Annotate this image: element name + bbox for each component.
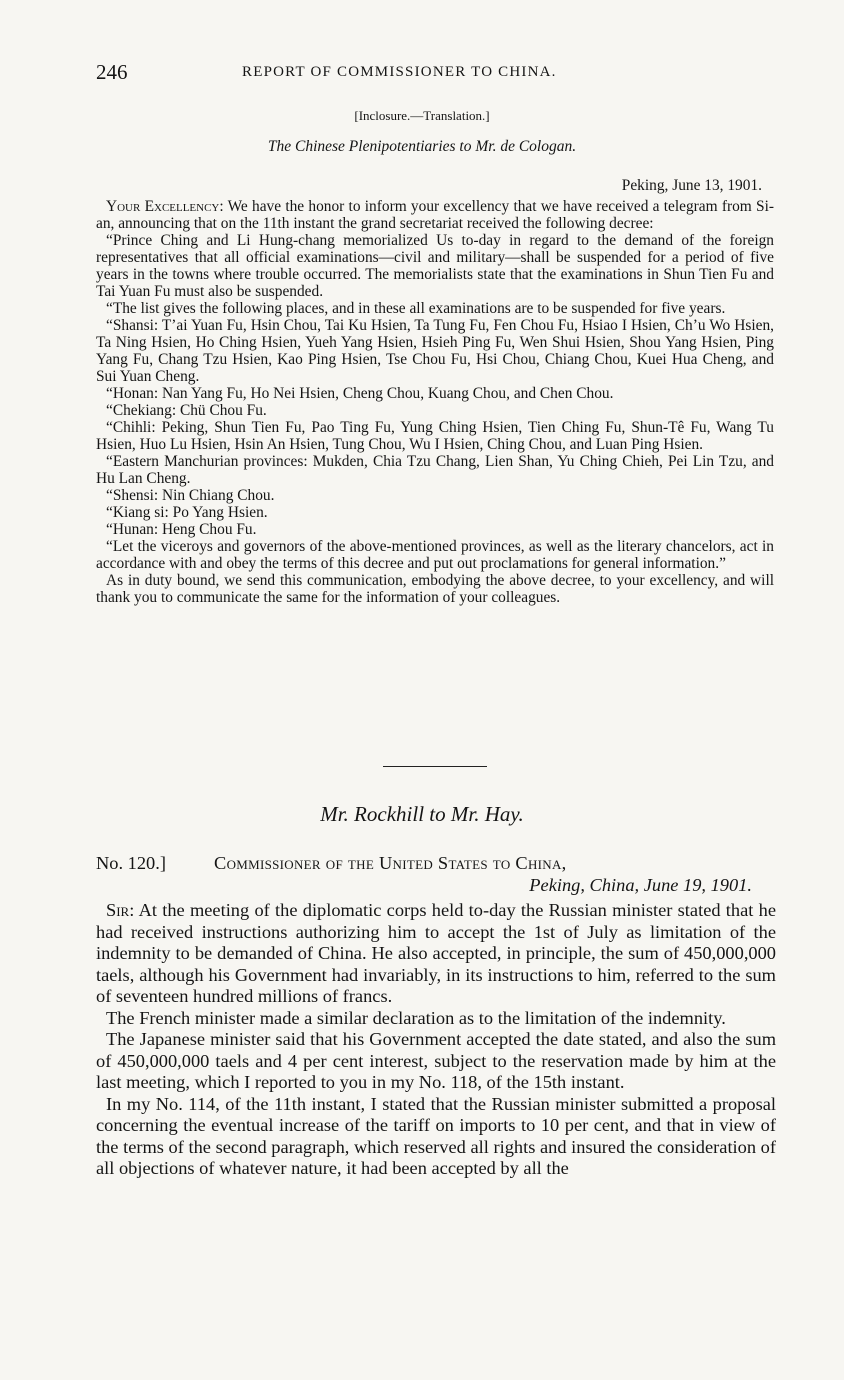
enclosure-paragraph: “Shensi: Nin Chiang Chou. (106, 487, 275, 504)
dispatch-body (96, 900, 776, 1180)
enclosure-paragraph (96, 198, 774, 232)
dispatch-salutation: Sir: (106, 900, 135, 920)
dispatch-paragraph-text: At the meeting of the diplomatic corps held to-day the Russian minister stated that he had received instructions authorizing him to accept the 1st of July as limitation of the indemnity to be demanded of China. He also accepted, in principle, the sum of 450,000,000 taels, although his Government had invariably, in its instructions to him, referred to the sum of seventeen hundred millions of francs. (96, 900, 776, 1006)
enclosure-paragraph: As in duty bound, we send this communication, embodying the above decree, to your excellency, and will thank you to communicate the same for the information of your colleagues. (96, 572, 774, 606)
enclosure-paragraph: “Eastern Manchurian provinces: Mukden, Chia Tzu Chang, Lien Shan, Yu Ching Chieh, Pei Lin Tzu, and Hu Lan Cheng. (96, 453, 774, 487)
enclosure-paragraph: “Prince Ching and Li Hung-chang memorialized Us to-day in regard to the demand of the foreign representatives that all official examinations—civil and military—shall be suspended for a period of five years in the towns where trouble occurred. The memorialists state that the examinations in Shun Tien Fu and Tai Yuan Fu must also be suspended. (96, 232, 774, 300)
enclosure-paragraph: “Let the viceroys and governors of the above-mentioned provinces, as well as the literary chancelors, act in accordance with and obey the terms of this decree and put out proclamations for general information.” (96, 538, 774, 572)
enclosure-paragraph-text: We have the honor to inform your excellency that we have received a telegram from Si-an, announcing that on the 11th instant the grand secretariat received the following decree: (96, 198, 774, 232)
enclosure-paragraph: “Hunan: Heng Chou Fu. (106, 521, 257, 538)
enclosure-paragraph: “Kiang si: Po Yang Hsien. (106, 504, 268, 521)
enclosure-paragraph: “Chekiang: Chü Chou Fu. (106, 402, 267, 419)
enclosure-salutation: Your Excellency: (106, 198, 224, 215)
dispatch-paragraph: The Japanese minister said that his Government accepted the date stated, and also the sum of 450,000,000 taels and 4 per cent interest, subject to the reservation made by him at the last meeting, which I reported to you in my No. 118, of the 15th instant. (96, 1029, 776, 1092)
enclosure-paragraph: “Shansi: T’ai Yuan Fu, Hsin Chou, Tai Ku Hsien, Ta Tung Fu, Fen Chou Fu, Hsiao I Hsien, Ch’u Wo Hsien, Ta Ning Hsien, Ho Ching Hsien, Yueh Yang Hsien, Hsieh Ping Fu, Wen Shui Hsien, Shou Yang Hsien, Ping Yang Fu, Chang Tzu Hsien, Kao Ping Hsien, Tse Chou Fu, Hsi Chou, Chiang Chou, Kuei Hua Cheng, and Sui Yuan Cheng. (96, 317, 774, 385)
dispatch-paragraph: In my No. 114, of the 11th instant, I stated that the Russian minister submitted a proposal concerning the eventual increase of the tariff on imports to 10 per cent, and that in view of the terms of the second paragraph, which reserved all rights and insured the consideration of all objections of whatever nature, it had been accepted by all the (96, 1093, 776, 1178)
section-divider (383, 766, 487, 767)
running-head (96, 60, 776, 90)
enclosure-paragraph: “Honan: Nan Yang Fu, Ho Nei Hsien, Cheng Chou, Kuang Chou, and Chen Chou. (106, 385, 614, 402)
dispatch-dateline: Peking, China, June 19, 1901. (529, 875, 752, 895)
dispatch-title: Mr. Rockhill to Mr. Hay. (320, 802, 524, 826)
enclosure-dateline: Peking, June 13, 1901. (621, 177, 762, 194)
running-title: REPORT OF COMMISSIONER TO CHINA. (242, 64, 557, 80)
dispatch-paragraph: The French minister made a similar declaration as to the limitation of the indemnity. (106, 1007, 726, 1028)
enclosure-body (96, 198, 774, 606)
enclosure-title: The Chinese Plenipotentiaries to Mr. de Cologan. (267, 138, 577, 155)
dispatch-number: No. 120.] (96, 853, 166, 873)
enclosure-paragraph: “The list gives the following places, and in these all examinations are to be suspended for five years. (106, 300, 726, 317)
page-number: 246 (96, 60, 128, 84)
dispatch-paragraph (96, 900, 776, 1008)
inclosure-label: [Inclosure.—Translation.] (354, 108, 490, 123)
dispatch-office: Commissioner of the United States to China, (214, 853, 567, 873)
enclosure-paragraph: “Chihli: Peking, Shun Tien Fu, Pao Ting Fu, Yung Ching Hsien, Tien Ching Fu, Shun-Tê Fu, Wang Tu Hsien, Huo Lu Hsien, Hsin An Hsien, Tung Chou, Wu I Hsien, Ching Chou, and Luan Ping Hsien. (96, 419, 774, 453)
